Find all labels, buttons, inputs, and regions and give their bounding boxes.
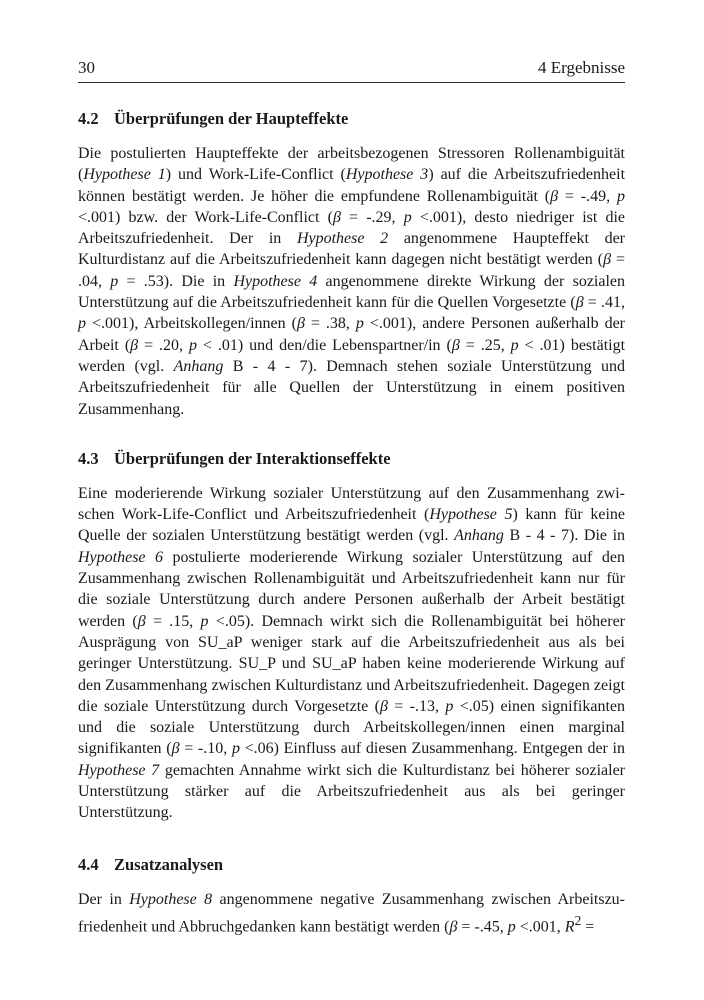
section-title: Überprüfungen der Interaktionseffekte	[114, 448, 391, 468]
paragraph: Die postulierten Haupteffekte der arbeitsbezogenen Stressoren Rollenambiguität (Hypothese 1) und Work-Life-Conflict (Hypothese 3) auf die Arbeitszufriedenheit können bestätigt werden. Je höher die empfundene Rollenambiguität (β = -.49, p <.001) bzw. der Work-Life-Conflict (β = -.29, p <.001), desto niedriger ist die Arbeitszufriedenheit. Der in Hypothese 2 angenommene Haupteffekt der Kulturdistanz auf die Arbeitszufriedenheit kann dagegen nicht bestätigt werden (β = .04, p = .53). Die in Hypothese 4 angenommene direkte Wirkung der sozialen Unterstützung auf die Arbeitszufriedenheit kann für die Quellen Vorgesetzte (β = .41, p <.001), Arbeitskollegen/innen (β = .38, p <.001), andere Personen außerhalb der Arbeit (β = .20, p < .01) und den/die Lebenspartner/in (β = .25, p < .01) bestätigt werden (vgl. Anhang B - 4 - 7). Demnach stehen soziale Unterstützung und Arbeitszufriedenheit für alle Quellen der Unterstützung in einem positiven Zusammenhang.	[78, 145, 626, 418]
document-page	[78, 58, 625, 938]
section-number: 4.3	[78, 448, 99, 468]
section-title: Zusatzanalysen	[114, 854, 224, 874]
section-title: Überprüfungen der Haupteffekte	[114, 109, 349, 128]
paragraph: Der in Hypothese 8 angenommene negative Zusammenhang zwischen Arbeitszufriedenheit und Abbruchgedanken kann bestätigt werden (β = -.45, p <.001, $R^2$ =	[78, 890, 625, 936]
section-heading	[78, 448, 625, 470]
chapter-title: 4 Ergebnisse	[537, 58, 625, 77]
section-number: 4.4	[78, 854, 99, 874]
section-number: 4.2	[78, 109, 99, 128]
section-heading	[78, 854, 625, 876]
paragraph: Eine moderierende Wirkung sozialer Unterstützung auf den Zusammenhang zwischen Work-Life-Conflict und Arbeitszufriedenheit (Hypothese 5) kann für keine Quelle der sozialen Unterstützung bestätigt werden (vgl. Anhang B - 4 - 7). Die in Hypothese 6 postulierte moderierende Wirkung sozialer Unterstützung auf den Zusammenhang zwischen Rollenambiguität und Arbeitszufriedenheit kann nur für die soziale Unterstützung durch andere Personen außerhalb der Arbeit bestätigt werden (β = .15, p <.05). Demnach wirkt sich die Rollenambiguität bei höherer Ausprägung von SU_aP weniger stark auf die Arbeitszufriedenheit aus als bei geringer Unterstützung. SU_P und SU_aP haben keine moderierende Wirkung auf den Zusammenhang zwischen Kulturdistanz und Arbeitszufriedenheit. Dagegen zeigt die soziale Unterstützung durch Vorgesetzte (β = -.13, p <.05) einen signifikanten und die soziale Unterstützung durch Arbeitskollegen/innen einen marginal signifikanten (β = -.10, p <.06) Einfluss auf diesen Zusammenhang. Entgegen der in Hypothese 7 gemachten Annahme wirkt sich die Kulturdistanz bei höherer sozialer Unterstützung stärker auf die Arbeitszufriedenheit aus als bei geringer Unterstützung.	[78, 484, 626, 822]
section-heading	[78, 108, 625, 130]
page-number: 30	[78, 58, 95, 77]
page-header	[78, 58, 625, 83]
